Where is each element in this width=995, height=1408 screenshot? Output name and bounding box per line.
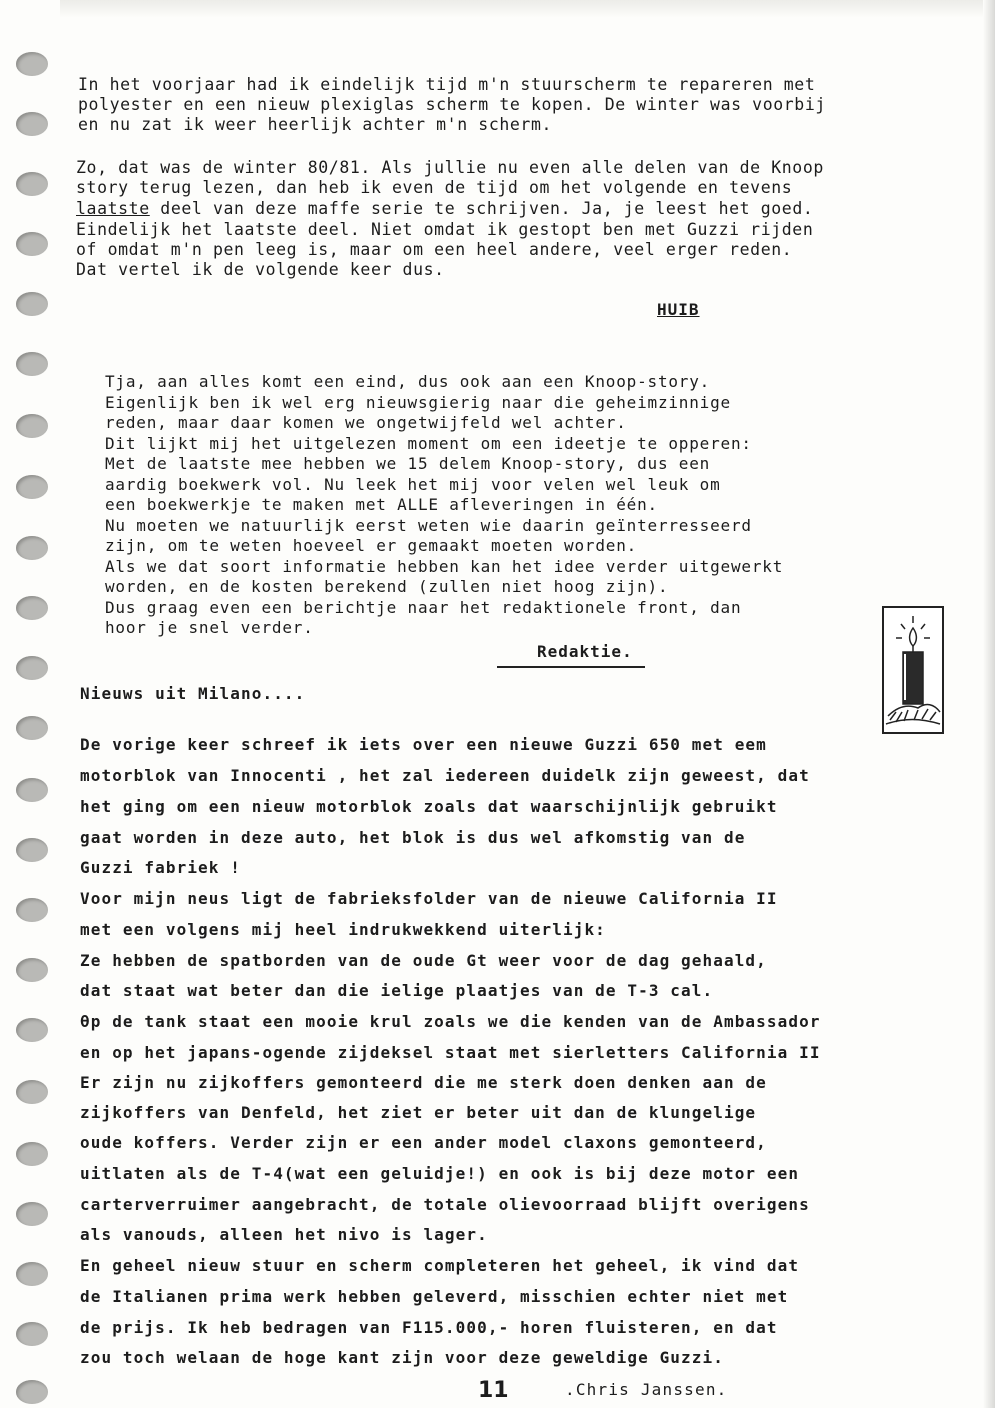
intro-line: polyester en een nieuw plexiglas scherm te kopen. De winter was voorbij: [78, 95, 826, 114]
binder-hole: [16, 898, 48, 922]
story-line: story terug lezen, dan heb ik even de tijd om het volgende en tevens: [76, 178, 793, 197]
news-line: carterverruimer aangebracht, de totale olievoorraad blijft overigens: [80, 1195, 810, 1214]
binder-hole: [16, 1080, 48, 1104]
binder-hole: [16, 352, 48, 376]
news-author: .Chris Janssen.: [565, 1380, 728, 1399]
news-line: zou toch welaan de hoge kant zijn voor deze geweldige Guzzi.: [80, 1348, 724, 1367]
editorial-line: Nu moeten we natuurlijk eerst weten wie daarin geïnterresseerd: [105, 516, 752, 535]
candle-illustration: [882, 606, 944, 734]
binder-hole: [16, 1018, 48, 1042]
editorial-signature: Redaktie.: [537, 642, 633, 661]
editorial-line: hoor je snel verder.: [105, 618, 314, 637]
binder-hole: [16, 1322, 48, 1346]
editorial-line: zijn, om te weten hoeveel er gemaakt moeten worden.: [105, 536, 638, 555]
binder-hole: [16, 172, 48, 196]
binder-hole: [16, 52, 48, 76]
intro-line: en nu zat ik weer heerlijk achter m'n scherm.: [78, 115, 553, 134]
editorial-line: Met de laatste mee hebben we 15 delem Knoop-story, dus een: [105, 454, 711, 473]
binder-hole: [16, 112, 48, 136]
news-line: gaat worden in deze auto, het blok is dus wel afkomstig van de: [80, 828, 746, 847]
editorial-line: Tja, aan alles komt een eind, dus ook aan een Knoop-story.: [105, 372, 711, 391]
story-signature: HUIB: [657, 300, 700, 319]
news-heading: Nieuws uit Milano....: [80, 684, 306, 703]
news-line: θp de tank staat een mooie krul zoals we die kenden van de Ambassador: [80, 1012, 821, 1031]
story-line-rest: deel van deze maffe serie te schrijven. Ja, je leest het goed.: [149, 199, 814, 218]
news-line: en op het japans-ogende zijdeksel staat met sierletters California II: [80, 1043, 821, 1062]
story-line: [76, 199, 813, 218]
page-top-edge: [60, 0, 995, 18]
editorial-line: worden, en de kosten berekend (zullen niet hoog zijn).: [105, 577, 669, 596]
story-line: Eindelijk het laatste deel. Niet omdat ik gestopt ben met Guzzi rijden: [76, 220, 814, 239]
page-number: 11: [478, 1378, 509, 1403]
binder-hole: [16, 475, 48, 499]
story-line: Dat vertel ik de volgende keer dus.: [76, 260, 445, 279]
news-line: Voor mijn neus ligt de fabrieksfolder van de nieuwe California II: [80, 889, 778, 908]
signature-underline: [497, 666, 645, 668]
binder-hole: [16, 1202, 48, 1226]
news-line: motorblok van Innocenti , het zal iedereen duidelk zijn geweest, dat: [80, 766, 810, 785]
editorial-line: aardig boekwerk vol. Nu leek het mij voor velen wel leuk om: [105, 475, 721, 494]
binder-hole: [16, 1142, 48, 1166]
news-line: De vorige keer schreef ik iets over een nieuwe Guzzi 650 met eem: [80, 735, 767, 754]
binder-hole: [16, 778, 48, 802]
binder-hole: [16, 596, 48, 620]
candle-icon: [884, 608, 942, 732]
binder-hole: [16, 716, 48, 740]
news-line: En geheel nieuw stuur en scherm completeren het geheel, ik vind dat: [80, 1256, 800, 1275]
binder-hole: [16, 414, 48, 438]
news-line: met een volgens mij heel indrukwekkend uiterlijk:: [80, 920, 606, 939]
news-line: als vanouds, alleen het nivo is lager.: [80, 1225, 488, 1244]
editorial-line: Dit lijkt mij het uitgelezen moment om een ideetje te opperen:: [105, 434, 752, 453]
news-line: dat staat wat beter dan die ielige plaatjes van de T-3 cal.: [80, 981, 714, 1000]
editorial-line: reden, maar daar komen we ongetwijfeld wel achter.: [105, 413, 627, 432]
news-line: het ging om een nieuw motorblok zoals dat waarschijnlijk gebruikt: [80, 797, 778, 816]
news-line: Ze hebben de spatborden van de oude Gt weer voor de dag gehaald,: [80, 951, 767, 970]
news-line: Er zijn nu zijkoffers gemonteerd die me sterk doen denken aan de: [80, 1073, 767, 1092]
news-line: oude koffers. Verder zijn er een ander model claxons gemonteerd,: [80, 1133, 767, 1152]
binder-hole: [16, 958, 48, 982]
news-line: zijkoffers van Denfeld, het ziet er beter uit dan de klungelige: [80, 1103, 757, 1122]
binder-hole: [16, 536, 48, 560]
binder-hole: [16, 1262, 48, 1286]
story-line: Zo, dat was de winter 80/81. Als jullie nu even alle delen van de Knoop: [76, 158, 824, 177]
news-line: uitlaten als de T-4(wat een geluidje!) en ook is bij deze motor een: [80, 1164, 800, 1183]
binder-hole: [16, 232, 48, 256]
editorial-line: Als we dat soort informatie hebben kan het idee verder uitgewerkt: [105, 557, 784, 576]
editorial-line: een boekwerkje te maken met ALLE afleveringen in één.: [105, 495, 658, 514]
news-line: de Italianen prima werk hebben geleverd, misschien echter niet met: [80, 1287, 789, 1306]
news-line: Guzzi fabriek !: [80, 858, 241, 877]
news-line: de prijs. Ik heb bedragen van F115.000,- horen fluisteren, en dat: [80, 1318, 778, 1337]
binder-hole: [16, 838, 48, 862]
binder-hole: [16, 1380, 48, 1404]
binder-hole: [16, 292, 48, 316]
intro-line: In het voorjaar had ik eindelijk tijd m'n stuurscherm te repareren met: [78, 75, 816, 94]
underlined-word: laatste: [76, 199, 150, 218]
binder-holes: [16, 0, 52, 1408]
binder-hole: [16, 656, 48, 680]
story-line: of omdat m'n pen leeg is, maar om een heel andere, veel erger reden.: [76, 240, 793, 259]
editorial-line: Eigenlijk ben ik wel erg nieuwsgierig naar die geheimzinnige: [105, 393, 731, 412]
page-right-edge: [983, 0, 995, 1408]
editorial-line: Dus graag even een berichtje naar het redaktionele front, dan: [105, 598, 742, 617]
